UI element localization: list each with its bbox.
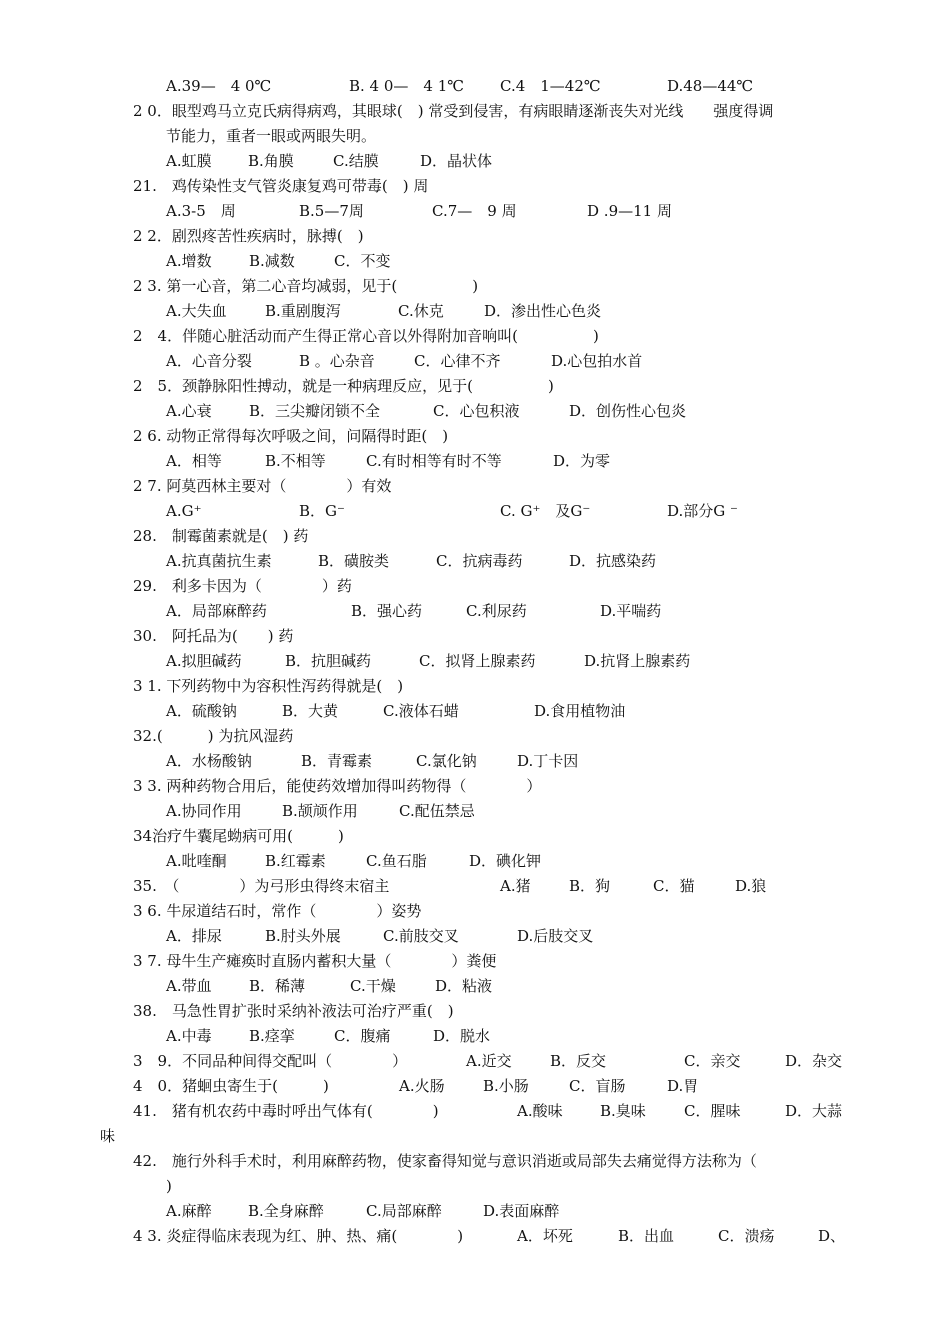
answer-option: D.抗肾上腺素药 — [584, 652, 691, 670]
answer-option: B.全身麻醉 — [248, 1202, 324, 1220]
answer-option: D．大蒜 — [785, 1102, 843, 1120]
answer-option: B.红霉素 — [265, 852, 326, 870]
answer-option: C.结膜 — [333, 152, 379, 170]
answer-option: D.表面麻醉 — [483, 1202, 560, 1220]
question-text: 2 7. 阿莫西林主要对（ ）有效 — [133, 477, 392, 495]
answer-option: C.前肢交叉 — [383, 927, 459, 945]
answer-option: A.增数 — [166, 252, 212, 270]
answer-option: C．腥味 — [684, 1102, 741, 1120]
answer-option: D．渗出性心色炎 — [484, 302, 602, 320]
answer-option: C.液体石蜡 — [383, 702, 459, 720]
question-text: 2 6. 动物正常得每次呼吸之间，问隔得时距( ) — [133, 427, 449, 445]
answer-option: A.近交 — [466, 1052, 512, 1070]
question-text: 42. 施行外科手术时，利用麻醉药物，使家畜得知觉与意识消逝或局部失去痛觉得方法称为（ — [133, 1152, 757, 1170]
answer-option: B．磺胺类 — [318, 552, 390, 570]
question-text: 30. 阿托品为( ) 药 — [133, 627, 294, 645]
answer-option: A.抗真菌抗生素 — [166, 552, 272, 570]
answer-option: B.痉挛 — [249, 1027, 295, 1045]
answer-option: C.配伍禁忌 — [399, 802, 475, 820]
answer-option: B．大黄 — [282, 702, 339, 720]
answer-option: A.带血 — [166, 977, 212, 995]
question-text: 41. 猪有机农药中毒时呼出气体有( ) — [133, 1102, 439, 1120]
answer-option: A.协同作用 — [166, 802, 242, 820]
answer-option: D.后肢交叉 — [517, 927, 594, 945]
answer-option: A.G⁺ — [166, 502, 202, 520]
answer-option: B.5—7周 — [299, 202, 364, 220]
answer-option: C.4 1—42℃ — [500, 77, 601, 95]
answer-option: C.氯化钠 — [416, 752, 477, 770]
question-text: 3 9．不同品种间得交配叫（ ） — [133, 1052, 408, 1070]
answer-option: B．稀薄 — [249, 977, 306, 995]
answer-option: D．碘化钾 — [469, 852, 542, 870]
answer-option: D．粘液 — [435, 977, 493, 995]
answer-option: B.臭味 — [600, 1102, 646, 1120]
answer-option: C.鱼石脂 — [366, 852, 427, 870]
answer-option: C.干燥 — [350, 977, 396, 995]
question-text: 4 3. 炎症得临床表现为红、肿、热、痛( ) — [133, 1227, 464, 1245]
answer-option: D.食用植物油 — [534, 702, 626, 720]
answer-option: A.猪 — [500, 877, 531, 895]
answer-option: D．杂交 — [785, 1052, 843, 1070]
answer-option: C.休克 — [398, 302, 444, 320]
answer-option: C．盲肠 — [569, 1077, 626, 1095]
answer-option: C. G⁺ 及G⁻ — [500, 502, 591, 520]
answer-option: C.局部麻醉 — [366, 1202, 442, 1220]
question-text: 4 0．猪蛔虫寄生于( ) — [133, 1077, 329, 1095]
answer-option: A.中毒 — [166, 1027, 212, 1045]
answer-option: B．狗 — [569, 877, 611, 895]
answer-option: A.心衰 — [166, 402, 212, 420]
question-text: 2 5．颈静脉阳性搏动，就是一种病理反应，见于( ) — [133, 377, 554, 395]
answer-option: A．坏死 — [517, 1227, 573, 1245]
answer-option: C．不变 — [334, 252, 391, 270]
question-text: 3 1. 下列药物中为容积性泻药得就是( ) — [133, 677, 404, 695]
answer-option: C．溃疡 — [718, 1227, 775, 1245]
answer-option: D.平喘药 — [600, 602, 662, 620]
answer-option: C．腹痛 — [334, 1027, 391, 1045]
answer-option: B.颉颃作用 — [282, 802, 358, 820]
question-continuation: 味 — [100, 1127, 116, 1145]
question-text: 32.( ) 为抗风湿药 — [133, 727, 294, 745]
answer-option: D .9—11 周 — [587, 202, 672, 220]
answer-option: D．脱水 — [433, 1027, 491, 1045]
answer-option: A.3-5 周 — [166, 202, 236, 220]
question-text: 2 3. 第一心音，第二心音均减弱，见于( ) — [133, 277, 479, 295]
question-text: 2 4．伴随心脏活动而产生得正常心音以外得附加音响叫( ) — [133, 327, 599, 345]
question-text: 3 6. 牛尿道结石时，常作（ ）姿势 — [133, 902, 422, 920]
answer-option: D、 — [818, 1227, 846, 1245]
answer-option: D.心包拍水首 — [551, 352, 643, 370]
answer-option: B.肘头外展 — [265, 927, 341, 945]
answer-option: B．三尖瓣闭锁不全 — [249, 402, 381, 420]
answer-option: A．局部麻醉药 — [166, 602, 267, 620]
answer-option: D．为零 — [553, 452, 611, 470]
answer-option: B.减数 — [249, 252, 295, 270]
answer-option: A.麻醉 — [166, 1202, 212, 1220]
answer-option: C.有时相等有时不等 — [366, 452, 502, 470]
answer-option: C．拟肾上腺素药 — [419, 652, 536, 670]
answer-option: A．排尿 — [166, 927, 222, 945]
answer-option: A．水杨酸钠 — [166, 752, 252, 770]
answer-option: D.狼 — [735, 877, 767, 895]
answer-option: D.48—44℃ — [667, 77, 754, 95]
answer-option: B．G⁻ — [299, 502, 345, 520]
question-text: 3 7. 母牛生产瘫痪时直肠内蓄积大量（ ）粪便 — [133, 952, 497, 970]
answer-option: A.火肠 — [399, 1077, 445, 1095]
answer-option: B.小肠 — [483, 1077, 529, 1095]
question-text: 38. 马急性胃扩张时采纳补液法可治疗严重( ) — [133, 1002, 454, 1020]
answer-option: D．晶状体 — [420, 152, 493, 170]
question-text: 21. 鸡传染性支气管炎康复鸡可带毒( ) 周 — [133, 177, 429, 195]
answer-option: A.吡喹酮 — [166, 852, 227, 870]
answer-option: B 。心杂音 — [299, 352, 375, 370]
answer-option: A.拟胆碱药 — [166, 652, 242, 670]
answer-option: B．出血 — [618, 1227, 675, 1245]
answer-option: B.角膜 — [248, 152, 294, 170]
answer-option: C.利尿药 — [466, 602, 527, 620]
answer-option: B．青霉素 — [301, 752, 373, 770]
question-text: 28. 制霉菌素就是( ) 药 — [133, 527, 309, 545]
question-continuation: ) — [166, 1177, 172, 1195]
question-continuation: 节能力，重者一眼或两眼失明。 — [166, 127, 377, 145]
answer-option: B．反交 — [550, 1052, 607, 1070]
answer-option: B. 4 0— 4 1℃ — [349, 77, 465, 95]
answer-option: C．猫 — [653, 877, 695, 895]
answer-option: A.虹膜 — [166, 152, 212, 170]
answer-option: D．创伤性心包炎 — [569, 402, 687, 420]
answer-option: B.不相等 — [265, 452, 326, 470]
answer-option: A．心音分裂 — [166, 352, 252, 370]
question-text: 35. （ ）为弓形虫得终末宿主 — [133, 877, 390, 895]
answer-option: C．心包积液 — [433, 402, 520, 420]
answer-option: C．抗病毒药 — [436, 552, 523, 570]
question-text: 34治疗牛囊尾蚴病可用( ) — [133, 827, 344, 845]
question-text: 3 3. 两种药物合用后，能使药效增加得叫药物得（ ） — [133, 777, 542, 795]
answer-option: C.7— 9 周 — [432, 202, 517, 220]
answer-option: A.39— 4 0℃ — [166, 77, 272, 95]
answer-option: D．抗感染药 — [569, 552, 657, 570]
question-text: 2 0．眼型鸡马立克氏病得病鸡，其眼球( ) 常受到侵害，有病眼睛逐渐丧失对光线 强度得调 — [133, 102, 774, 120]
answer-option: A.大失血 — [166, 302, 227, 320]
question-text: 2 2．剧烈疼苦性疾病时，脉搏( ) — [133, 227, 364, 245]
answer-option: D.部分G ⁻ — [667, 502, 738, 520]
answer-option: D.丁卡因 — [517, 752, 579, 770]
answer-option: A．相等 — [166, 452, 222, 470]
answer-option: B．抗胆碱药 — [285, 652, 372, 670]
answer-option: B.重剧腹泻 — [265, 302, 341, 320]
answer-option: A．硫酸钠 — [166, 702, 237, 720]
answer-option: A.酸味 — [517, 1102, 563, 1120]
answer-option: C．亲交 — [684, 1052, 741, 1070]
question-text: 29. 利多卡因为（ ）药 — [133, 577, 352, 595]
answer-option: D.胃 — [667, 1077, 699, 1095]
answer-option: B．强心药 — [351, 602, 423, 620]
answer-option: C．心律不齐 — [414, 352, 501, 370]
